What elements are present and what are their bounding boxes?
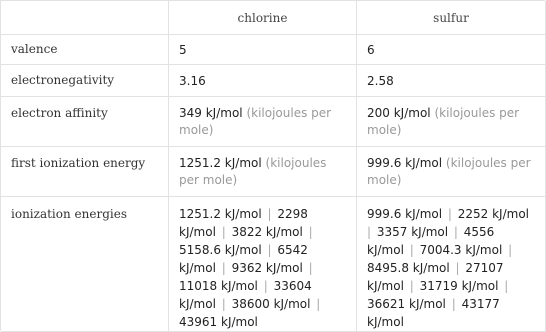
ionization-energies-chlorine (169, 197, 357, 332)
ionization-energy-value: 6542 kJ/mol (179, 243, 308, 275)
header-chlorine: chlorine (169, 1, 357, 35)
row-label-valence: valence (1, 35, 169, 65)
separator: | (504, 243, 513, 257)
ionization-energy-value: 7004.3 kJ/mol (419, 243, 503, 257)
ionization-energy-value: 11018 kJ/mol (179, 279, 258, 293)
valence-sulfur: 6 (357, 35, 546, 65)
header-empty-cell (1, 1, 169, 35)
ionization-energy-value: 3357 kJ/mol (376, 225, 449, 239)
electronegativity-chlorine: 3.16 (169, 65, 357, 97)
ionization-energy-value: 43961 kJ/mol (179, 315, 258, 329)
separator: | (451, 261, 464, 275)
ionization-energy-value: 1251.2 kJ/mol (179, 207, 262, 221)
electronegativity-sulfur: 2.58 (357, 65, 546, 97)
separator: | (500, 279, 509, 293)
separator: | (450, 225, 462, 239)
unit-note: (kilojoules per mole) (367, 156, 531, 187)
ionization-energy-value: 38600 kJ/mol (231, 297, 311, 311)
first-ionization-sulfur (357, 147, 546, 197)
ionization-energy-value: 2252 kJ/mol (457, 207, 529, 221)
separator: | (217, 225, 230, 239)
electron-affinity-sulfur (357, 97, 546, 147)
value: 349 kJ/mol (179, 106, 243, 120)
ionization-energy-value: 33604 kJ/mol (179, 279, 312, 311)
separator: | (312, 297, 321, 311)
ionization-energy-value: 2298 kJ/mol (179, 207, 308, 239)
value: 1251.2 kJ/mol (179, 156, 262, 170)
separator: | (405, 279, 418, 293)
separator: | (444, 207, 456, 221)
separator: | (259, 279, 272, 293)
separator: | (263, 243, 276, 257)
value: 200 kJ/mol (367, 106, 431, 120)
ionization-energy-value: 3822 kJ/mol (231, 225, 303, 239)
unit-note: (kilojoules per mole) (179, 156, 327, 187)
valence-chlorine: 5 (169, 35, 357, 65)
row-label-electron-affinity: electron affinity (1, 97, 169, 147)
separator: | (304, 261, 313, 275)
ionization-energy-value: 8495.8 kJ/mol (367, 261, 450, 275)
unit-note: (kilojoules per mole) (367, 106, 520, 137)
ionization-energy-value: 4556 kJ/mol (367, 225, 495, 257)
separator: | (405, 243, 418, 257)
header-sulfur: sulfur (357, 1, 546, 35)
ionization-energy-value: 43177 kJ/mol (367, 297, 500, 329)
ionization-energy-value: 9362 kJ/mol (231, 261, 303, 275)
separator: | (367, 225, 375, 239)
separator: | (263, 207, 276, 221)
separator: | (217, 297, 230, 311)
ionization-energy-value: 31719 kJ/mol (419, 279, 499, 293)
ionization-energies-sulfur (357, 197, 546, 332)
ionization-energy-value: 27107 kJ/mol (367, 261, 504, 293)
ionization-energy-value: 5158.6 kJ/mol (179, 243, 262, 257)
value: 999.6 kJ/mol (367, 156, 443, 170)
ionization-energy-value: 999.6 kJ/mol (367, 207, 443, 221)
electron-affinity-chlorine (169, 97, 357, 147)
row-label-ionization-energies: ionization energies (1, 197, 169, 332)
row-label-electronegativity: electronegativity (1, 65, 169, 97)
separator: | (304, 225, 313, 239)
row-label-first-ionization-energy: first ionization energy (1, 147, 169, 197)
separator: | (447, 297, 460, 311)
unit-note: (kilojoules per mole) (179, 106, 332, 137)
separator: | (217, 261, 230, 275)
ionization-energy-value: 36621 kJ/mol (367, 297, 446, 311)
first-ionization-chlorine (169, 147, 357, 197)
